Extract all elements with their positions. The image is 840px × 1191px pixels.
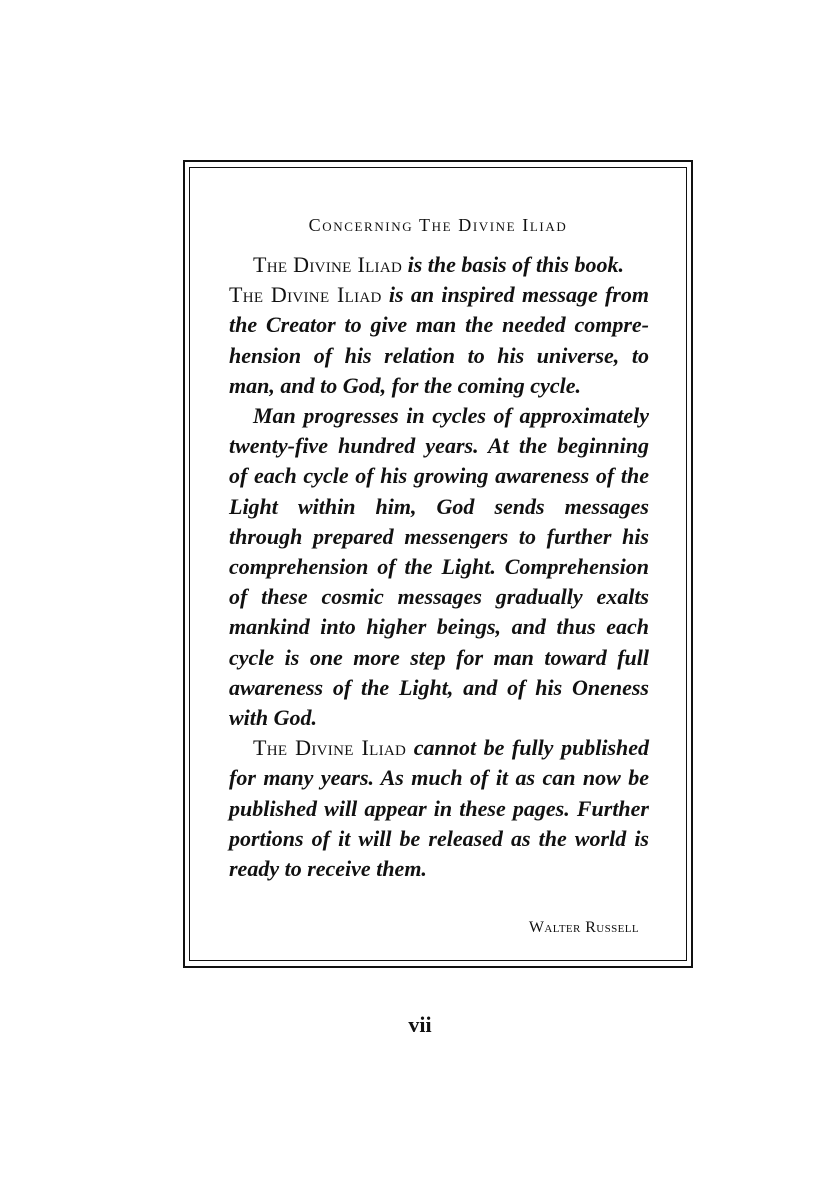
paragraph-2 (229, 280, 649, 401)
page-number: vii (408, 1012, 432, 1037)
paragraph-3 (229, 401, 649, 733)
paragraph-text: cannot be fully published for many years. As much of it as can now be published will appear in these pages. Further portions of it will be released as the world is ready to receive them. (229, 735, 650, 882)
paragraph-text: is the basis of this book. (402, 252, 624, 277)
section-heading: Concerning The Divine Iliad (308, 215, 568, 235)
book-title-reference: The Divine Iliad (253, 735, 407, 761)
book-title-reference: The Divine Iliad (229, 282, 382, 308)
paragraph-text: is an inspired message from the Creator to give man the needed comprehension of his relation to his universe, to man, and to God, for the coming cycle. (229, 282, 649, 398)
paragraph-text: Man progresses in cycles of approximately twenty-five hundred years. At the beginning of each cycle of his growing awareness of the Light within him, God sends messages through prepared messengers to further his comprehension of the Light. Comprehension of these cosmic messages gradually exalts mankind into higher beings, and thus each cycle is one more step for man toward full awareness of the Light, and of his Oneness with God. (229, 403, 649, 731)
paragraph-1 (229, 250, 649, 280)
page-border-outer (183, 160, 693, 968)
author-signature: Walter Russell (528, 919, 639, 936)
body-text (229, 250, 649, 884)
book-title-reference: The Divine Iliad (253, 252, 403, 277)
paragraph-4 (229, 733, 649, 884)
